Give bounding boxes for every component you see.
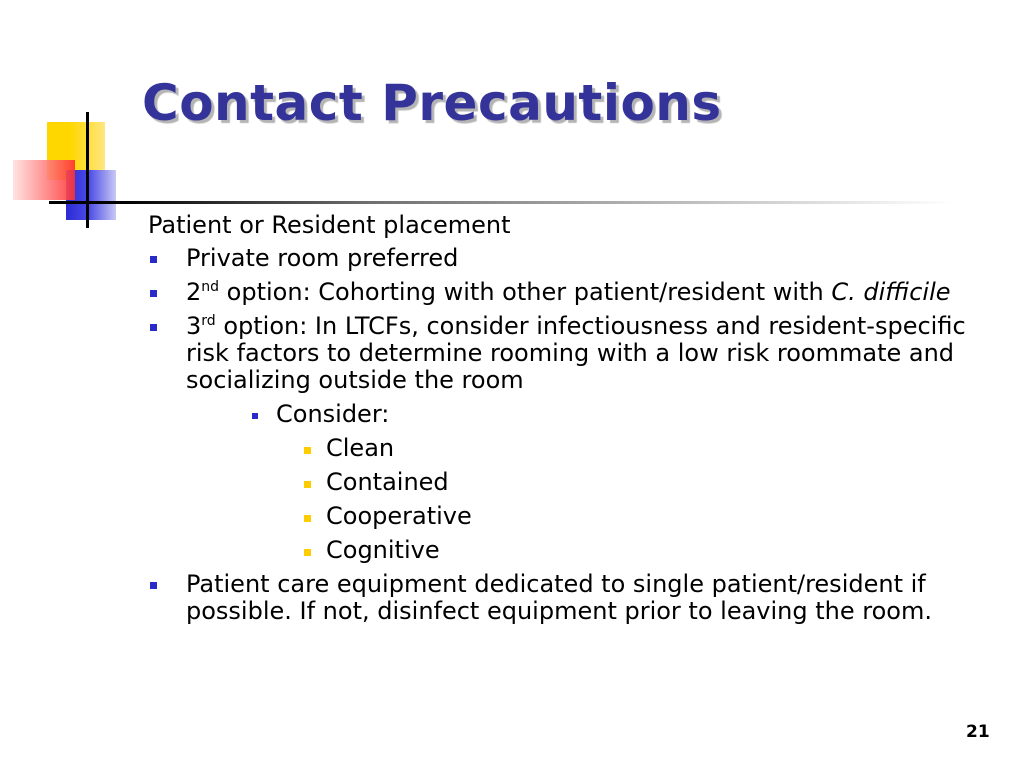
ordinal-suffix: rd xyxy=(201,313,216,329)
yellow-square-bullet-icon xyxy=(304,481,311,488)
consider-item xyxy=(288,537,968,564)
bullet-consider xyxy=(238,401,968,564)
consider-item xyxy=(288,435,968,462)
square-bullet-icon xyxy=(150,582,157,589)
organism-name: C. difficile xyxy=(831,278,951,306)
consider-item-text: Contained xyxy=(326,468,449,496)
consider-item xyxy=(288,469,968,496)
bullet-equipment xyxy=(148,571,968,625)
intro-heading: Patient or Resident placement xyxy=(148,211,511,239)
bullet-text: option: In LTCFs, consider infectiousness and resident-specific risk factors to determine rooming with a low risk roommate and socializing outside the room xyxy=(186,312,966,394)
square-bullet-icon xyxy=(150,324,157,331)
square-bullet-icon xyxy=(252,413,258,419)
bullet-list xyxy=(148,245,968,625)
consider-item-text: Clean xyxy=(326,434,395,462)
ordinal-number: 2 xyxy=(186,278,202,306)
ordinal-suffix: nd xyxy=(201,279,220,295)
sub-bullet-list xyxy=(238,401,968,564)
consider-item-text: Cooperative xyxy=(326,502,472,530)
consider-item xyxy=(288,503,968,530)
decorative-squares-logo xyxy=(0,0,150,240)
square-bullet-icon xyxy=(150,290,157,297)
square-bullet-icon xyxy=(150,256,157,263)
bullet-private-room xyxy=(148,245,968,272)
bullet-text: Patient care equipment dedicated to single patient/resident if possible. If not, disinfect equipment prior to leaving the room. xyxy=(186,570,932,625)
bullet-text: option: Cohorting with other patient/resident with xyxy=(219,278,832,306)
yellow-square-bullet-icon xyxy=(304,447,311,454)
yellow-square-bullet-icon xyxy=(304,549,311,556)
vertical-divider-line xyxy=(86,112,89,228)
consider-list xyxy=(288,435,968,564)
consider-item-text: Cognitive xyxy=(326,536,440,564)
ordinal-number: 3 xyxy=(186,312,202,340)
bullet-text: Private room preferred xyxy=(186,244,459,272)
slide-body xyxy=(148,212,968,632)
slide-title: Contact Precautions xyxy=(142,74,722,132)
bullet-text: Consider: xyxy=(276,400,390,428)
red-square-shape xyxy=(13,160,75,200)
title-underline-rule xyxy=(49,201,954,204)
bullet-second-option xyxy=(148,279,968,306)
yellow-square-bullet-icon xyxy=(304,515,311,522)
bullet-third-option xyxy=(148,313,968,564)
page-number: 21 xyxy=(966,722,990,742)
